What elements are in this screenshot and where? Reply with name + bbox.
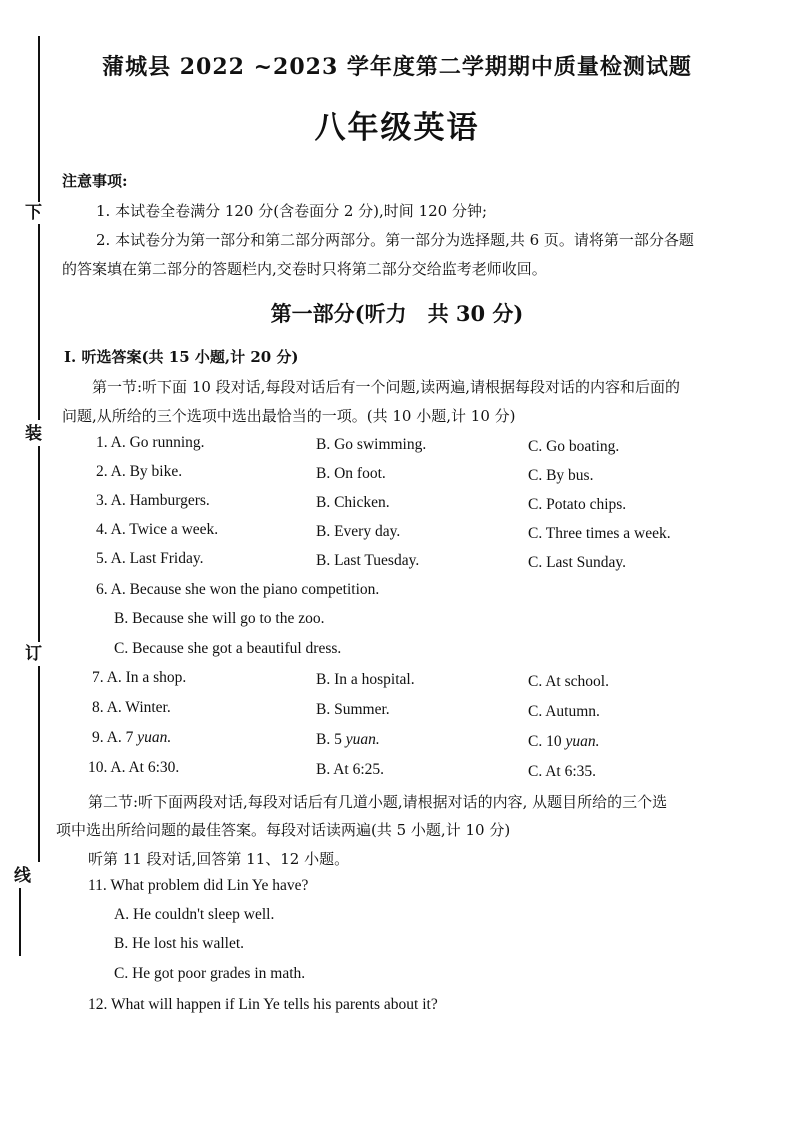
q6-option-c: C. Because she got a beautiful dress. xyxy=(114,640,342,657)
q9-option-c-unit: yuan. xyxy=(565,733,600,750)
q7-option-a: 7. A. In a shop. xyxy=(92,669,187,686)
section-2-instructions-line-1: 第二节:听下面两段对话,每段对话后有几道小题,请根据对话的内容, 从题目所给的三个选 xyxy=(88,793,668,811)
q5-option-c: C. Last Sunday. xyxy=(528,554,627,571)
q8-option-a: 8. A. Winter. xyxy=(92,699,171,716)
q7-option-c: C. At school. xyxy=(528,673,609,690)
q9-option-b-label: B. 5 xyxy=(316,731,342,748)
q9-option-b-unit: yuan. xyxy=(345,731,380,748)
q3-option-b: B. Chicken. xyxy=(316,494,390,511)
q9-option-c xyxy=(528,733,599,751)
section-1-instructions-line-1: 第一节:听下面 10 段对话,每段对话后有一个问题,读两遍,请根据每段对话的内容和后面的 xyxy=(92,378,680,396)
q4-option-b: B. Every day. xyxy=(316,523,401,540)
q3-option-a: 3. A. Hamburgers. xyxy=(96,492,210,509)
notes-item-2-line-1: 2. 本试卷分为第一部分和第二部分两部分。第一部分为选择题,共 6 页。请将第一部分各题 xyxy=(96,231,694,249)
binding-line-3 xyxy=(38,446,40,642)
notes-heading: 注意事项: xyxy=(62,172,128,190)
binding-line-4 xyxy=(38,666,40,862)
binding-char-xia: 下 xyxy=(25,203,42,223)
q6-option-b: B. Because she will go to the zoo. xyxy=(114,610,325,627)
q8-option-b: B. Summer. xyxy=(316,701,390,718)
q1-option-b: B. Go swimming. xyxy=(316,436,427,453)
binding-char-xian: 线 xyxy=(14,866,31,886)
exam-title: 蒲城县 2022 ~2023 学年度第二学期期中质量检测试题 xyxy=(102,54,692,80)
binding-char-ding: 订 xyxy=(25,644,42,664)
q6-option-a: 6. A. Because she won the piano competition. xyxy=(96,581,380,598)
exam-subtitle: 八年级英语 xyxy=(314,110,480,146)
binding-char-zhuang: 装 xyxy=(25,424,42,444)
q11-option-c: C. He got poor grades in math. xyxy=(114,965,306,982)
q5-option-a: 5. A. Last Friday. xyxy=(96,550,204,567)
q2-option-c: C. By bus. xyxy=(528,467,594,484)
q5-option-b: B. Last Tuesday. xyxy=(316,552,420,569)
q9-option-a-unit: yuan. xyxy=(137,729,172,746)
q11-option-b: B. He lost his wallet. xyxy=(114,935,245,952)
q8-option-c: C. Autumn. xyxy=(528,703,600,720)
section-1-heading: Ⅰ. 听选答案(共 15 小题,计 20 分) xyxy=(64,348,299,366)
section-1-instructions-line-2: 问题,从所给的三个选项中选出最恰当的一项。(共 10 小题,计 10 分) xyxy=(62,407,516,425)
q9-option-b xyxy=(316,731,380,749)
q1-option-c: C. Go boating. xyxy=(528,438,620,455)
section-2-instructions-line-2: 项中选出所给问题的最佳答案。每段对话读两遍(共 5 小题,计 10 分) xyxy=(56,821,511,839)
q7-option-b: B. In a hospital. xyxy=(316,671,415,688)
q2-option-a: 2. A. By bike. xyxy=(96,463,183,480)
q10-option-b: B. At 6:25. xyxy=(316,761,385,778)
q10-option-a: 10. A. At 6:30. xyxy=(88,759,180,776)
q9-option-c-label: C. 10 xyxy=(528,733,562,750)
part1-title: 第一部分(听力 共 30 分) xyxy=(270,301,524,326)
q1-option-a: 1. A. Go running. xyxy=(96,434,205,451)
notes-item-2-line-2: 的答案填在第二部分的答题栏内,交卷时只将第二部分交给监考老师收回。 xyxy=(62,260,547,278)
binding-line-bottom xyxy=(19,888,21,956)
q2-option-b: B. On foot. xyxy=(316,465,386,482)
notes-item-1: 1. 本试卷全卷满分 120 分(含卷面分 2 分),时间 120 分钟; xyxy=(96,202,488,220)
q11-option-a: A. He couldn't sleep well. xyxy=(114,906,275,923)
q3-option-c: C. Potato chips. xyxy=(528,496,627,513)
q4-option-a: 4. A. Twice a week. xyxy=(96,521,219,538)
q11-stem: 11. What problem did Lin Ye have? xyxy=(88,877,309,894)
q10-option-c: C. At 6:35. xyxy=(528,763,597,780)
dialog-11-instruction: 听第 11 段对话,回答第 11、12 小题。 xyxy=(88,850,350,868)
q9-option-a xyxy=(92,729,171,747)
q4-option-c: C. Three times a week. xyxy=(528,525,671,542)
q9-option-a-label: 9. A. 7 xyxy=(92,729,134,746)
q12-stem: 12. What will happen if Lin Ye tells his parents about it? xyxy=(88,996,438,1013)
